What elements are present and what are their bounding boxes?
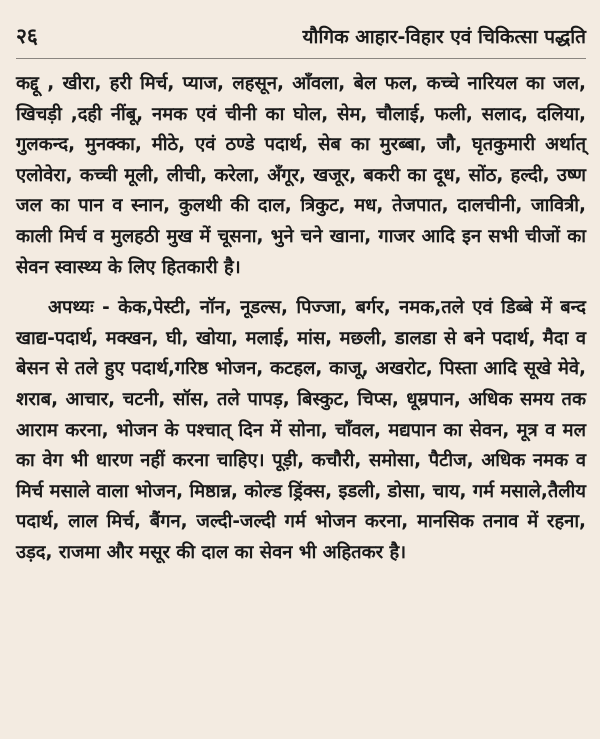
page-header — [16, 22, 586, 59]
paragraph-beneficial-foods: कद्दू , खीरा, हरी मिर्च, प्याज, लहसून, आँवला, बेल फल, कच्चे नारियल का जल, खिचड़ी ,दही नींबू, नमक एवं चीनी का घोल, सेम, चौलाई, फली, सलाद, दलिया, गुलकन्द, मुनक्का, मीठे, एवं ठण्डे पदार्थ, सेब का मुरब्बा, जौ, घृतकुमारी अर्थात् एलोवेरा, कच्ची मूली, लीची, करेला, अँगूर, खजूर, बकरी का दूध, सोंठ, हल्दी, उष्ण जल का पान व स्नान, कुलथी की दाल, त्रिकुट, मध, तेजपात, दालचीनी, जावित्री, काली मिर्च व मुलहठी मुख में चूसना, भुने चने खाना, गाजर आदि इन सभी चीजों का सेवन स्वास्थ्य के लिए हितकारी है। — [16, 73, 586, 278]
page-body — [16, 69, 586, 569]
paragraph-harmful-foods — [16, 293, 586, 568]
page-number: २६ — [16, 24, 38, 48]
paragraph-lead-term: अपथ्यः — [48, 297, 94, 319]
paragraph-text: - केक,पेस्टी, नॉन, नूडल्स, पिज्जा, बर्गर, नमक,तले एवं डिब्बे में बन्द खाद्य-पदार्थ, मक्खन, घी, खोया, मलाई, मांस, मछली, डालडा से बने पदार्थ, मैदा व बेसन से तले हुए पदार्थ,गरिष्ठ भोजन, कटहल, काजू, अखरोट, पिस्ता आदि सूखे मेवे, शराब, आचार, चटनी, सॉस, तले पापड़, बिस्कुट, चिप्स, धूम्रपान, अधिक समय तक आराम करना, भोजन के पश्चात् दिन में सोना, चाँवल, मद्यपान का सेवन, मूत्र व मल का वेग भी धारण नहीं करना चाहिए। पूड़ी, कचौरी, समोसा, पैटीज, अधिक नमक व मिर्च मसाले वाला भोजन, मिष्ठान्न, कोल्ड ड्रिंक्स, इडली, डोसा, चाय, गर्म मसाले,तैलीय पदार्थ, लाल मिर्च, बैंगन, जल्दी-जल्दी गर्म भोजन करना, मानसिक तनाव में रहना, उड़द, राजमा और मसूर की दाल का सेवन भी अहितकर है। — [16, 297, 586, 563]
running-title: यौगिक आहार-विहार एवं चिकित्सा पद्धति — [302, 26, 586, 48]
